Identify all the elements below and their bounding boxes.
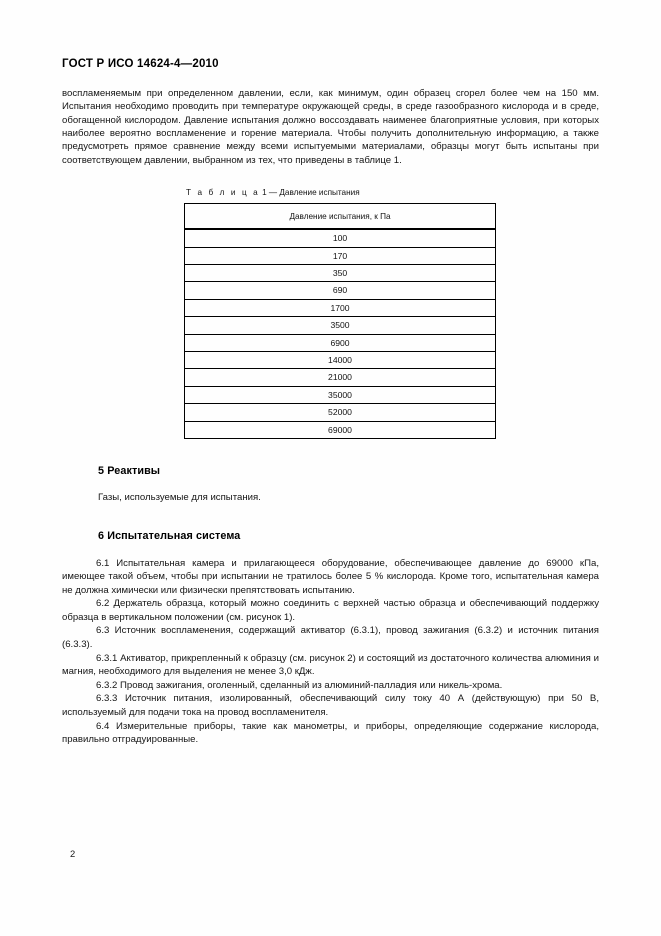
table-cell-pressure: 350 <box>185 265 496 282</box>
table-caption-dash: — <box>268 188 278 198</box>
table-row <box>185 352 496 369</box>
table-row <box>185 265 496 282</box>
table-head <box>185 204 496 230</box>
standard-header: ГОСТ Р ИСО 14624-4—2010 <box>62 58 219 70</box>
table-cell-pressure: 6900 <box>185 334 496 351</box>
clause-paragraph: 6.3.1 Активатор, прикрепленный к образцу (см. рисунок 2) и состоящий из достаточного количества алюминия и магния, необходимого для выделения не менее 3,0 кДж. <box>62 652 599 678</box>
table-row <box>185 317 496 334</box>
table-row <box>185 299 496 316</box>
table-row <box>185 369 496 386</box>
table-block <box>62 188 599 439</box>
section-heading-5: 5 Реактивы <box>98 465 161 478</box>
clause-paragraph: 6.4 Измерительные приборы, такие как манометры, и приборы, определяющие содержание кислорода, правильно отградуированные. <box>62 720 599 746</box>
table-cell-pressure: 35000 <box>185 386 496 403</box>
table-row <box>185 282 496 299</box>
table-row <box>185 334 496 351</box>
table-row <box>185 386 496 403</box>
section-6-clauses <box>62 557 599 747</box>
page-content <box>62 0 599 747</box>
table-cell-pressure: 170 <box>185 247 496 264</box>
table-cell-pressure: 690 <box>185 282 496 299</box>
intro-paragraph: воспламеняемым при определенном давлении, если, как минимум, один образец сгорел более чем на 150 мм. Испытания необходимо проводить при температуре окружающей среды, в среде газообразного кислорода и в среде, обогащенной кислородом. Давление испытания должно воссоздавать наименее благоприятные условия, при которых наиболее вероятно воспламенение и горение материала. Чтобы получить дополнительную информацию, а также предусмотреть прямое сравнение между всеми испытуемыми материалами, образцы могут быть испытаны при соответствующем давлении, выбранном из тех, что приведены в таблице 1. <box>62 87 599 166</box>
table-cell-pressure: 21000 <box>185 369 496 386</box>
table-caption-title: Давление испытания <box>279 188 360 198</box>
table-row <box>185 229 496 247</box>
clause-paragraph: 6.2 Держатель образца, который можно соединить с верхней частью образца и обеспечивающий поддержку образца в вертикальном положении (см. рисунок 1). <box>62 598 599 623</box>
table-cell-pressure: 52000 <box>185 404 496 421</box>
table-cell-pressure: 3500 <box>185 317 496 334</box>
table-cell-pressure: 1700 <box>185 299 496 316</box>
table-caption <box>186 188 599 197</box>
table-caption-number: 1 <box>262 188 267 198</box>
table-cell-pressure: 14000 <box>185 352 496 369</box>
table-row <box>185 247 496 264</box>
table-row <box>185 421 496 438</box>
table-cell-pressure: 100 <box>185 229 496 247</box>
table-cell-pressure: 69000 <box>185 421 496 438</box>
section-5-text: Газы, используемые для испытания. <box>98 492 261 504</box>
table-body <box>185 229 496 438</box>
table-row <box>185 404 496 421</box>
table-caption-word: Т а б л и ц а <box>186 188 260 198</box>
clause-paragraph: 6.3.3 Источник питания, изолированный, обеспечивающий силу току 40 А (действующую) при 50 В, используемый для подачи тока на провод воспламенителя. <box>62 693 599 719</box>
column-header-pressure: Давление испытания, к Па <box>185 204 496 230</box>
clause-paragraph: 6.3.2 Провод зажигания, оголенный, сделанный из алюминий-палладия или никель-хрома. <box>96 679 503 691</box>
section-heading-6: 6 Испытательная система <box>98 529 241 542</box>
pressure-table <box>184 203 496 439</box>
clause-paragraph: 6.3 Источник воспламенения, содержащий активатор (6.3.1), провод зажигания (6.3.2) и источник питания (6.3.3). <box>62 625 599 651</box>
clause-paragraph: 6.1 Испытательная камера и прилагающееся оборудование, обеспечивающее давление до 69000 кПа, имеющее такой объем, чтобы при испытании не тратилось более 5 % кислорода. Кроме того, испытательная камера не должна химически или физически препятствовать испытанию. <box>62 557 599 596</box>
page-number: 2 <box>70 848 76 859</box>
table-header-row <box>185 204 496 230</box>
